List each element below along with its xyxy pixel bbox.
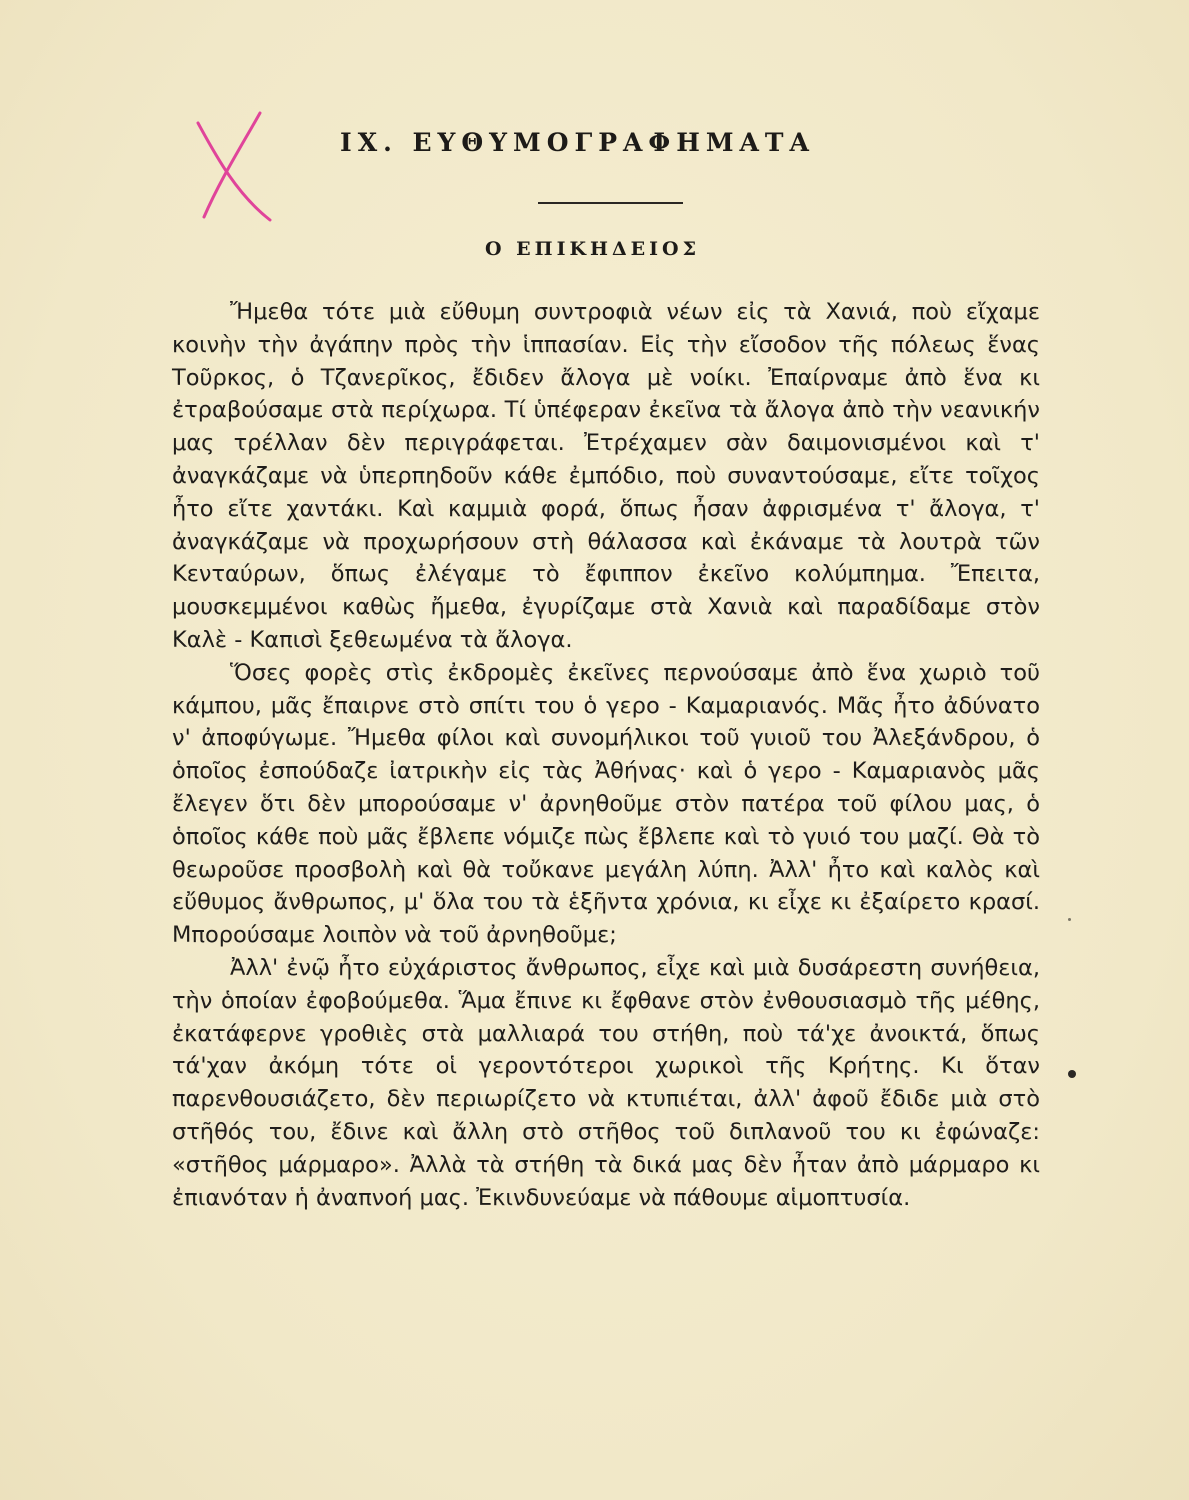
body-text	[172, 296, 1040, 1214]
paragraph: Ἀλλ' ἐνῷ ἦτο εὐχάριστος ἄνθρωπος, εἶχε καὶ μιὰ δυσάρεστη συνήθεια, τὴν ὁποίαν ἐφοβούμεθα. Ἅμα ἔπινε κι ἔφθανε στὸν ἐνθουσιασμὸ τῆς μέθης, ἐκατάφερνε γροθιὲς στὰ μαλλιαρά του στήθη, ποὺ τά'χε ἀνοικτά, ὅπως τά'χαν ἀκόμη τότε οἱ γεροντότεροι χωρικοὶ τῆς Κρήτης. Κι ὅταν παρενθουσιάζετο, δὲν περιωρίζετο νὰ κτυπιέται, ἀλλ' ἀφοῦ ἔδιδε μιὰ στὸ στῆθός του, ἔδινε καὶ ἄλλη στὸ στῆθος τοῦ διπλανοῦ του κι ἐφώναζε: «στῆθος μάρμαρο». Ἀλλὰ τὰ στήθη τὰ δικά μας δὲν ἦταν ἀπὸ μάρμαρο κι ἐπιανόταν ἡ ἀναπνοή μας. Ἐκινδυνεύαμε νὰ πάθουμε αἱμοπτυσία.	[172, 954, 1040, 1211]
paragraph: Ἤμεθα τότε μιὰ εὔθυμη συντροφιὰ νέων εἰς τὰ Χανιά, ποὺ εἴχαμε κοινὴν τὴν ἀγάπην πρὸς τὴν ἱππασίαν. Εἰς τὴν εἴσοδον τῆς πόλεως ἕνας Τοῦρκος, ὁ Τζανερῖκος, ἔδιδεν ἄλογα μὲ νοίκι. Ἐπαίρναμε ἀπὸ ἕνα κι ἐτραβούσαμε στὰ περίχωρα. Τί ὑπέφεραν ἐκεῖνα τὰ ἄλογα ἀπὸ τὴν νεανικήν μας τρέλλαν δὲν περιγράφεται. Ἐτρέχαμεν σὰν δαιμονισμένοι καὶ τ' ἀναγκάζαμε νὰ ὑπερπηδοῦν κάθε ἐμπόδιο, ποὺ συναντούσαμε, εἴτε τοῖχος ἦτο εἴτε χαντάκι. Καὶ καμμιὰ φορά, ὅπως ἦσαν ἀφρισμένα τ' ἄλογα, τ' ἀναγκάζαμε νὰ προχωρήσουν στὴ θάλασσα καὶ ἐκάναμε τὰ λουτρὰ τῶν Κενταύρων, ὅπως ἐλέγαμε τὸ ἔφιππον ἐκεῖνο κολύμπημα. Ἔπειτα, μουσκεμμένοι καθὼς ἤμεθα, ἐγυρίζαμε στὰ Χανιὰ καὶ παραδίδαμε στὸν Καλὲ - Καπισὶ ξεθεωμένα τὰ ἄλογα.	[172, 299, 1040, 653]
paragraph: Ὅσες φορὲς στὶς ἐκδρομὲς ἐκεῖνες περνούσαμε ἀπὸ ἕνα χωριὸ τοῦ κάμπου, μᾶς ἔπαιρνε στὸ σπίτι του ὁ γερο - Καμαριανός. Μᾶς ἦτο ἀδύνατο ν' ἀποφύγωμε. Ἤμεθα φίλοι καὶ συνομήλικοι τοῦ γυιοῦ του Ἀλεξάνδρου, ὁ ὁποῖος ἐσπούδαζε ἰατρικὴν εἰς τὰς Ἀθήνας· καὶ ὁ γερο - Καμαριανὸς μᾶς ἔλεγεν ὅτι δὲν μπορούσαμε ν' ἀρνηθοῦμε στὸν πατέρα τοῦ φίλου μας, ὁ ὁποῖος κάθε ποὺ μᾶς ἔβλεπε νόμιζε πὼς ἔβλεπε καὶ τὸ γυιό του μαζί. Θὰ τὸ θεωροῦσε προσβολὴ καὶ θὰ τοὔκανε μεγάλη λύπη. Ἀλλ' ἦτο καὶ καλὸς καὶ εὔθυμος ἄνθρωπος, μ' ὅλα του τὰ ἑξῆντα χρόνια, κι εἶχε κι ἐξαίρετο κρασί. Μπορούσαμε λοιπὸν νὰ τοῦ ἀρνηθοῦμε;	[172, 659, 1040, 949]
section-title: Ο ΕΠΙΚΗΔΕΙΟΣ	[485, 238, 701, 260]
chapter-title: IX. ΕΥΘΥΜΟΓΡΑΦΗΜΑΤΑ	[340, 128, 815, 157]
ink-speck	[1068, 918, 1071, 921]
title-divider	[538, 202, 683, 204]
ink-speck	[1068, 1070, 1076, 1078]
pink-x-annotation-icon	[190, 105, 275, 225]
